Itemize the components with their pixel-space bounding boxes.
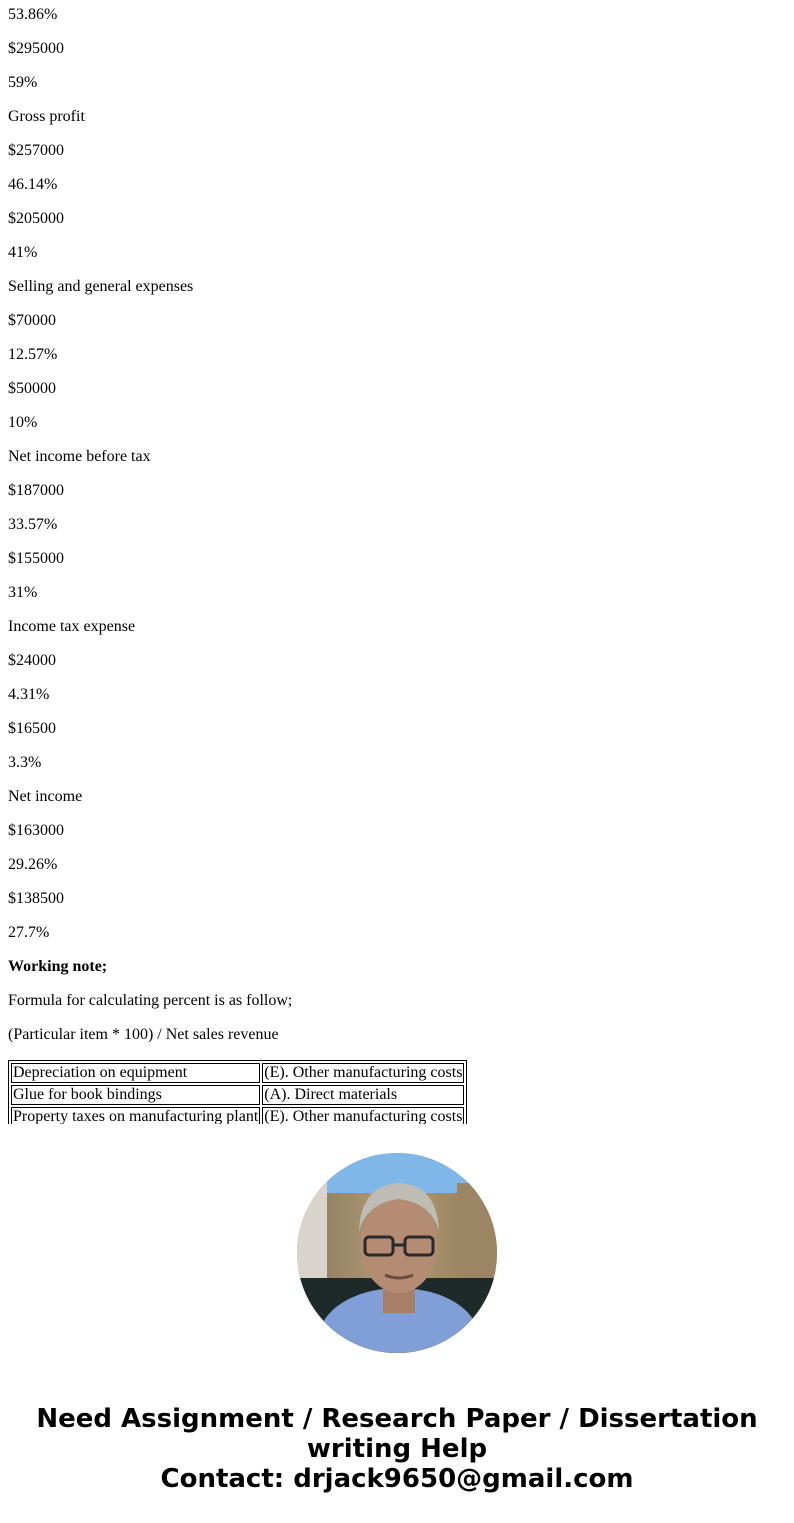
statement-line: $187000 [8,482,64,499]
statement-line: 59% [8,74,38,91]
statement-line: 10% [8,414,38,431]
statement-line: 12.57% [8,346,58,363]
statement-line: $257000 [8,142,64,159]
statement-line: Gross profit [8,108,85,125]
table-row [11,1063,464,1083]
table-cell-category: (E). Other manufacturing costs [264,1064,463,1081]
person-photo-icon [297,1153,497,1353]
contact-email[interactable]: Contact: drjack9650@gmail.com [160,1464,634,1494]
statement-line: $295000 [8,40,64,57]
statement-line: Income tax expense [8,618,136,635]
statement-line: $50000 [8,380,56,397]
table-cell-item: Glue for book bindings [11,1085,260,1105]
working-note-heading: Working note; [8,958,108,975]
statement-line: $70000 [8,312,56,329]
promo-banner [0,1404,794,1494]
statement-line: $24000 [8,652,56,669]
table-row [11,1107,464,1124]
table-cell-item: Depreciation on equipment [11,1063,260,1083]
statement-line: 41% [8,244,38,261]
statement-line: 4.31% [8,686,50,703]
statement-line: 29.26% [8,856,58,873]
statement-line: Net income [8,788,83,805]
formula-intro: Formula for calculating percent is as follow; [8,992,293,1009]
statement-line: $155000 [8,550,64,567]
promo-line: Need Assignment / Research Paper / Dissertation [36,1404,758,1434]
statement-line: Net income before tax [8,448,151,465]
table-cell-item: Property taxes on manufacturing plant [11,1107,260,1124]
statement-line: 53.86% [8,6,58,23]
statement-line: 31% [8,584,38,601]
formula-text: (Particular item * 100) / Net sales revenue [8,1026,279,1043]
statement-line: 3.3% [8,754,42,771]
statement-line: $163000 [8,822,64,839]
statement-line: Selling and general expenses [8,278,194,295]
table-row [11,1085,464,1105]
table-cell-category: (E). Other manufacturing costs [262,1107,464,1124]
statement-line: 46.14% [8,176,58,193]
cost-classification-table [8,1060,467,1124]
statement-lines [8,5,292,1059]
statement-line: $205000 [8,210,64,227]
promo-line: writing Help [306,1434,488,1464]
cost-classification-table-viewport[interactable] [8,1060,467,1124]
statement-line: $16500 [8,720,56,737]
statement-line: 33.57% [8,516,58,533]
statement-line: 27.7% [8,924,50,941]
statement-line: $138500 [8,890,64,907]
table-cell-category: (A). Direct materials [262,1085,464,1105]
avatar [297,1153,497,1353]
